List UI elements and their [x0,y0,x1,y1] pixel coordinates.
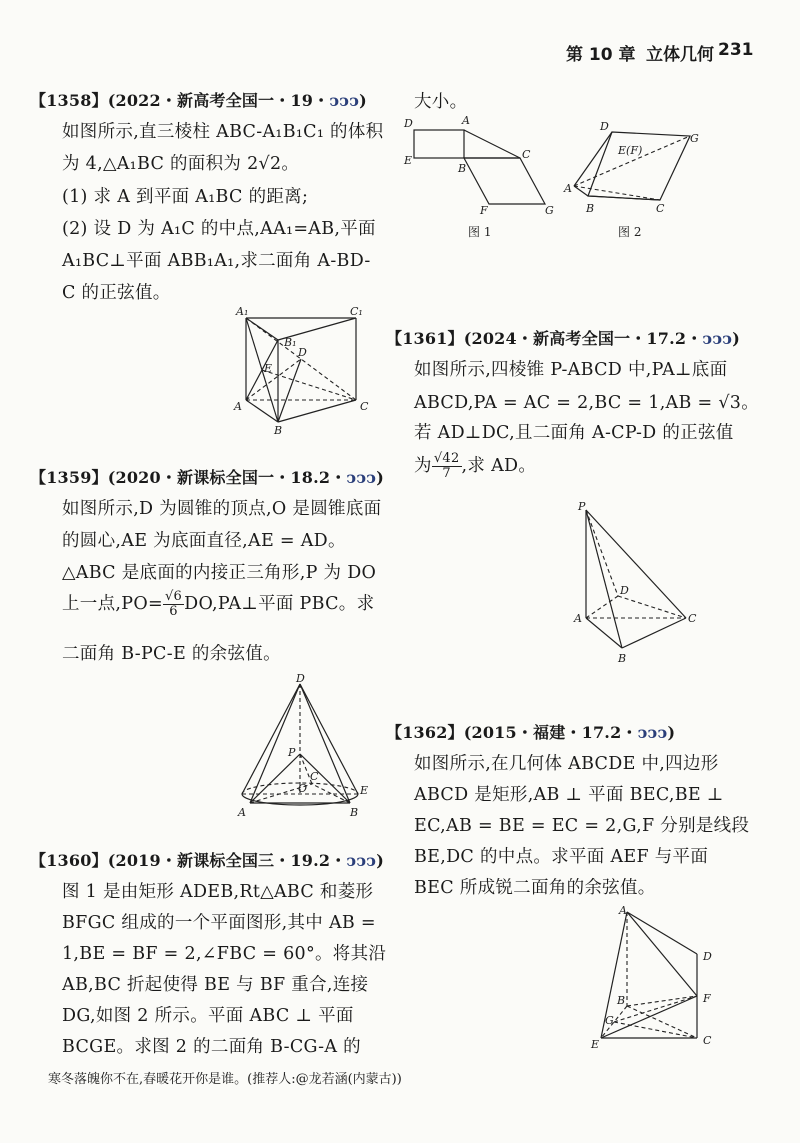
vertex-label: A [574,612,582,625]
q1360-line: AB,BC 折起使得 BE 与 BF 重合,连接 [62,975,369,995]
difficulty-icon: ↄↄↄ [702,329,733,348]
vertex-label: E [264,362,273,375]
vertex-label: G [690,132,699,145]
q1360-line: BFGC 组成的一个平面图形,其中 AB = [62,913,376,933]
figure-caption: 图 1 [468,225,492,239]
vertex-label: E [591,1038,600,1051]
vertex-label: B [350,806,359,819]
vertex-label: A [238,806,246,819]
cone-figure [228,672,378,822]
q1358-line: 如图所示,直三棱柱 ABC-A₁B₁C₁ 的体积 [62,122,384,142]
q1362-line: BE,DC 的中点。求平面 AEF 与平面 [414,847,709,867]
q1360-line: 1,BE = BF = 2,∠FBC = 60°。将其沿 [62,944,387,964]
vertex-label: B₁ [284,336,297,349]
q1359-line: 二面角 B-PC-E 的余弦值。 [62,644,281,664]
vertex-label: D [298,346,307,359]
solid-abcde-figure [585,902,725,1052]
fraction-numerator: √6 [164,589,183,604]
q1358-line: (1) 求 A 到平面 A₁BC 的距离; [62,187,309,207]
q1359-line-fraction [62,590,374,619]
q1360-head-text: 【1360】(2019・新课标全国三・19.2・ [30,851,347,870]
vertex-label: O [298,782,308,795]
planar-figure-1 [400,112,560,242]
q1358-heading [30,88,367,111]
vertex-label: A [234,400,242,413]
vertex-label: D [703,950,712,963]
vertex-label: F [480,204,488,217]
vertex-label: D [620,584,629,597]
vertex-label: F [703,992,711,1005]
q1359-heading [30,465,384,488]
difficulty-icon: ↄↄↄ [346,851,377,870]
fraction-numerator: √42 [433,451,460,466]
q1362-heading [386,720,675,743]
q1362-line: BEC 所成锐二面角的余弦值。 [414,878,656,898]
q1362-line: EC,AB = BE = EC = 2,G,F 分别是线段 [414,816,750,836]
footer-quote: 寒冬落魄你不在,春暖花开你是谁。(推荐人:@龙若涵(内蒙古)) [48,1072,402,1087]
vertex-label: B [274,424,283,437]
vertex-label: P [578,500,586,513]
q1360-line: 图 1 是由矩形 ADEB,Rt△ABC 和菱形 [62,882,374,902]
q1359-line: △ABC 是底面的内接正三角形,P 为 DO [62,563,377,583]
q1358-line: A₁BC⊥平面 ABB₁A₁,求二面角 A-BD- [62,251,371,271]
difficulty-icon: ↄↄↄ [329,91,360,110]
vertex-label: P [288,746,296,759]
q1361-heading [386,326,740,349]
vertex-label: A₁ [236,305,249,318]
q1358-line: (2) 设 D 为 A₁C 的中点,AA₁=AB,平面 [62,219,376,239]
q1361-line: ABCD,PA = AC = 2,BC = 1,AB = √3。 [414,393,760,413]
fraction-denominator: 7 [442,466,451,481]
q1358-head-close: ) [359,91,367,110]
vertex-label: C [688,612,697,625]
vertex-label: C [522,148,531,161]
vertex-label: B [617,994,626,1007]
prism-figure [228,300,378,440]
q1361-line4-pre: 为 [414,456,432,476]
vertex-label: E(F) [618,144,643,157]
q1360-head-close: ) [376,851,385,870]
vertex-label: C [703,1034,712,1047]
q1360-continuation: 大小。 [414,92,468,112]
vertex-label: D [296,672,305,685]
vertex-label: E [360,784,369,797]
vertex-label: C [656,202,665,215]
pyramid-figure [568,498,708,668]
vertex-label: A [462,114,470,127]
fraction [163,590,184,619]
q1359-head-text: 【1359】(2020・新课标全国一・18.2・ [30,468,347,487]
q1359-line4-pre: 上一点,PO= [62,594,163,614]
fraction-denominator: 6 [169,604,178,619]
q1361-line-fraction [414,452,536,481]
q1359-head-close: ) [376,468,385,487]
q1358-line: 为 4,△A₁BC 的面积为 2√2。 [62,154,300,174]
q1358-line: C 的正弦值。 [62,283,171,303]
q1359-line: 的圆心,AE 为底面直径,AE = AD。 [62,531,346,551]
q1360-heading [30,848,384,871]
vertex-label: C [310,770,319,783]
q1361-head-text: 【1361】(2024・新高考全国一・17.2・ [386,329,703,348]
vertex-label: C₁ [350,305,363,318]
q1359-line4-post: DO,PA⊥平面 PBC。求 [184,594,375,614]
figure-caption: 图 2 [618,225,642,239]
vertex-label: A [619,904,627,917]
vertex-label: A [564,182,572,195]
q1359-line: 如图所示,D 为圆锥的顶点,O 是圆锥底面 [62,499,382,519]
vertex-label: E [404,154,413,167]
q1362-head-close: ) [667,723,676,742]
q1362-line: ABCD 是矩形,AB ⊥ 平面 BEC,BE ⊥ [414,785,724,805]
q1362-head-text: 【1362】(2015・福建・17.2・ [386,723,638,742]
q1358-head-text: 【1358】(2022・新高考全国一・19・ [30,91,330,110]
vertex-label: C [360,400,369,413]
q1361-line4-post: ,求 AD。 [461,456,537,476]
folded-figure-2 [562,112,712,242]
vertex-label: B [586,202,595,215]
q1362-line: 如图所示,在几何体 ABCDE 中,四边形 [414,754,719,774]
difficulty-icon: ↄↄↄ [346,468,377,487]
q1361-line: 如图所示,四棱锥 P-ABCD 中,PA⊥底面 [414,360,728,380]
q1361-line: 若 AD⊥DC,且二面角 A-CP-D 的正弦值 [414,423,734,443]
chapter-title: 立体几何 [646,45,714,65]
chapter-label: 第 10 章 [566,45,636,65]
fraction [432,452,462,481]
vertex-label: B [458,162,467,175]
vertex-label: G [545,204,554,217]
vertex-label: B [618,652,627,665]
q1360-line: DG,如图 2 所示。平面 ABC ⊥ 平面 [62,1006,354,1026]
vertex-label: D [600,120,609,133]
page-number: 231 [718,40,754,60]
vertex-label: G [605,1014,614,1027]
vertex-label: D [404,117,413,130]
q1361-head-close: ) [732,329,741,348]
q1360-line: BCGE。求图 2 的二面角 B-CG-A 的 [62,1037,361,1057]
difficulty-icon: ↄↄↄ [637,723,668,742]
